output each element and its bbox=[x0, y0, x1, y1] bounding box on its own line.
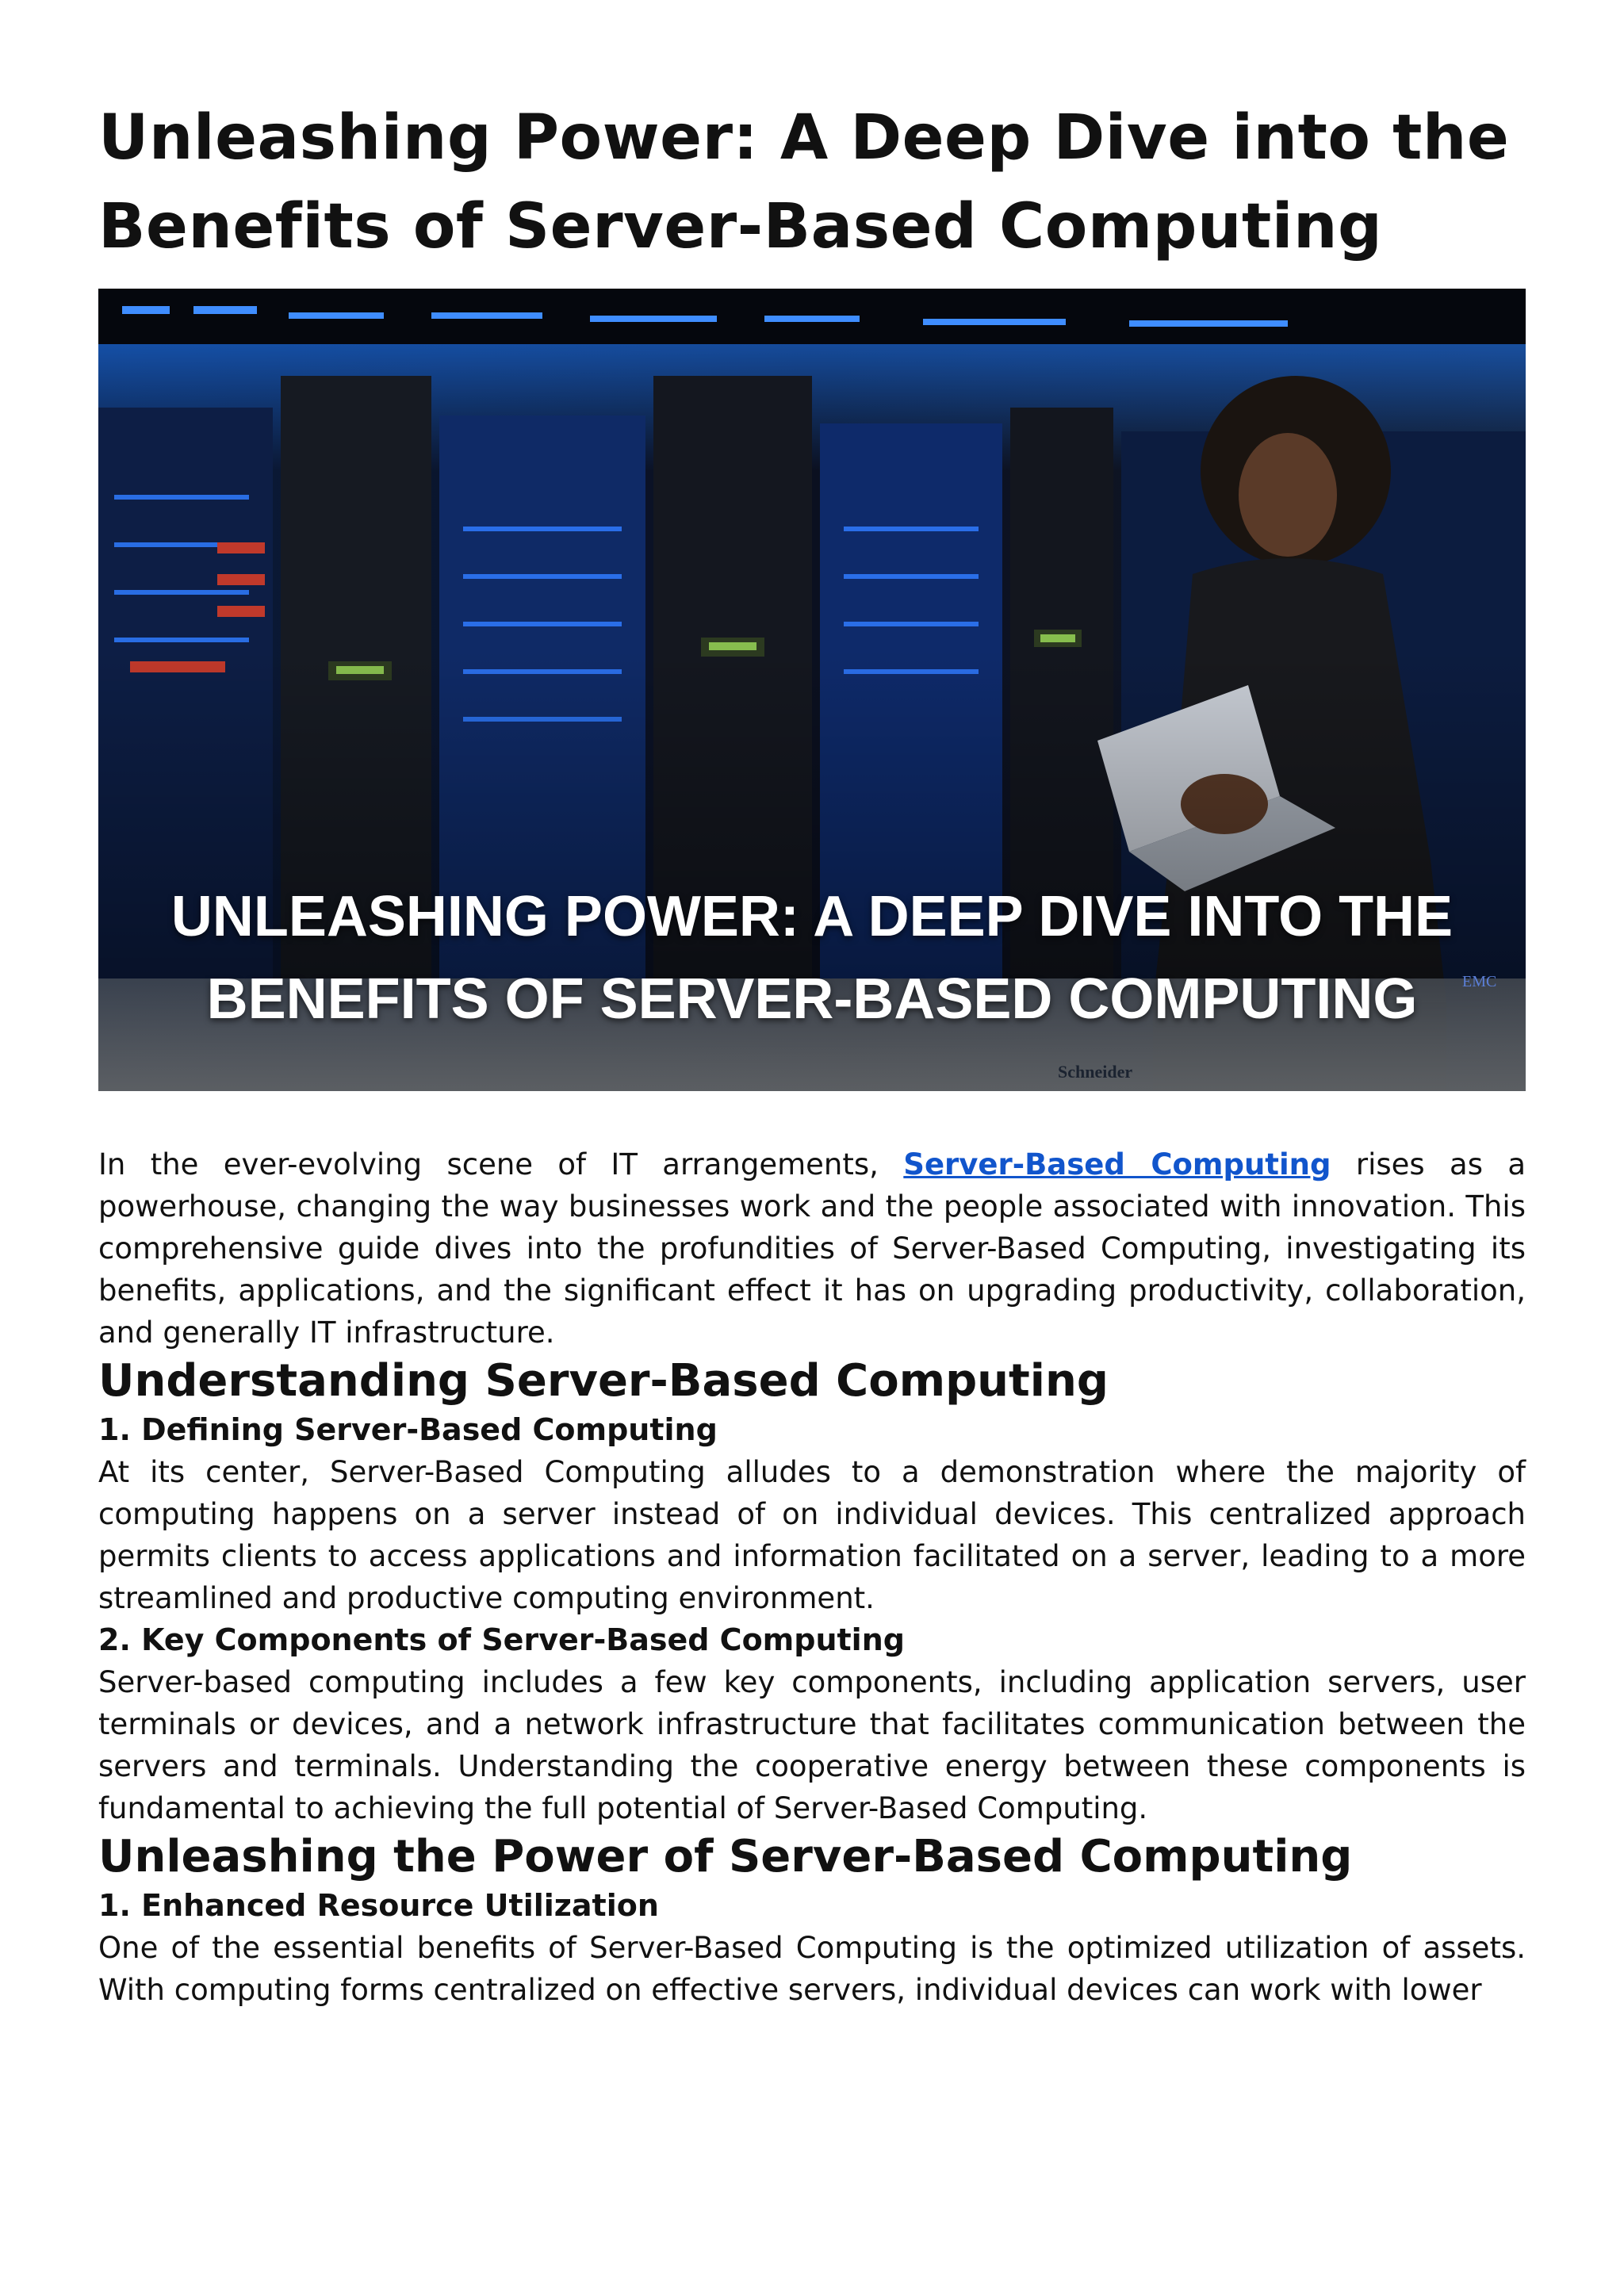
intro-text-before-link: In the ever-evolving scene of IT arrangements, bbox=[98, 1147, 904, 1181]
hero-caption-line-1: UNLEASHING POWER: A DEEP DIVE INTO THE bbox=[170, 885, 1454, 948]
server-based-computing-link[interactable]: Server-Based Computing bbox=[903, 1147, 1331, 1181]
page-title: Unleashing Power: A Deep Dive into the Benefits of Server-Based Computing bbox=[98, 102, 1510, 262]
intro-paragraph bbox=[98, 1143, 1526, 1354]
hero-brand-label: EMC bbox=[1462, 973, 1497, 990]
paragraph-defining: At its center, Server-Based Computing alludes to a demonstration where the majority of computing happens on a server instead of on individual devices. This centralized approach permits clients to access applications and information facilitated on a server, leading to a more streamlined and productive computing environment. bbox=[98, 1455, 1526, 1615]
paragraph-key-components: Server-based computing includes a few key components, including application servers, user terminals or devices, and a network infrastructure that facilitates communication between the servers and terminals. Understanding the cooperative energy between these components is fundamental to achieving the full potential of Server-Based Computing. bbox=[98, 1665, 1526, 1825]
intro-text-after-link: rises as a powerhouse, changing the way businesses work and the people associated with innovation. This comprehensive guide dives into the profundities of Server-Based Computing, investigating its benefits, applications, and the significant effect it has on upgrading productivity, collaboration, and generally IT infrastructure. bbox=[98, 1147, 1526, 1350]
hero-image bbox=[98, 289, 1526, 1091]
section-heading-unleashing: Unleashing the Power of Server-Based Computing bbox=[98, 1831, 1353, 1882]
section-heading-understanding: Understanding Server-Based Computing bbox=[98, 1355, 1109, 1407]
paragraph-resource-utilization: One of the essential benefits of Server-Based Computing is the optimized utilization of assets. With computing forms centralized on effective servers, individual devices can work with lower bbox=[98, 1931, 1526, 2007]
subheading-key-components: 2. Key Components of Server-Based Computing bbox=[98, 1622, 905, 1657]
hero-caption-line-2: BENEFITS OF SERVER-BASED COMPUTING bbox=[206, 967, 1418, 1031]
hero-rack-label: Schneider bbox=[1058, 1062, 1133, 1082]
hero-caption bbox=[98, 875, 1526, 1040]
subheading-defining: 1. Defining Server-Based Computing bbox=[98, 1412, 718, 1447]
subheading-resource-utilization: 1. Enhanced Resource Utilization bbox=[98, 1888, 659, 1923]
